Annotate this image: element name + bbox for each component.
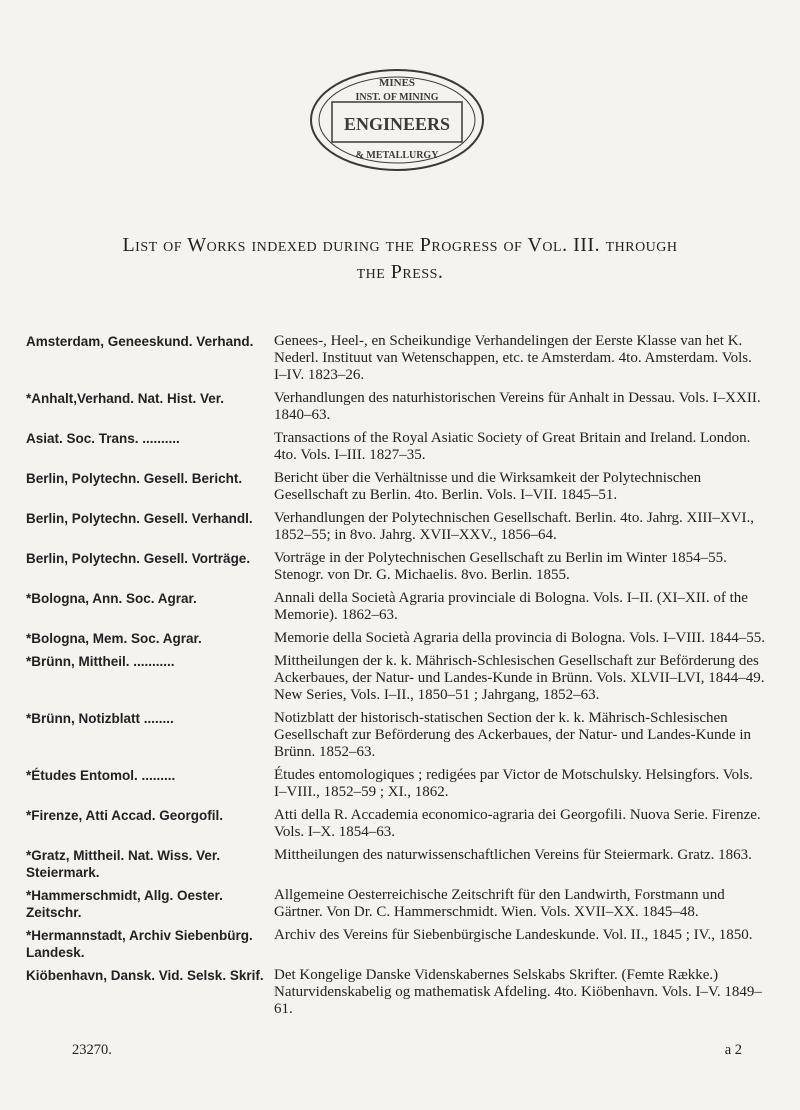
entry-abbreviation: Asiat. Soc. Trans. .......... — [26, 431, 180, 446]
stamp-line-2: INST. OF MINING — [355, 92, 439, 103]
list-item — [26, 653, 766, 704]
entry-description: Mittheilungen des naturwissenschaftlichen Vereins für Steiermark. Gratz. 1863. — [274, 847, 752, 863]
entry-description: Vorträge in der Polytechnischen Gesellschaft zu Berlin im Winter 1854–55. Stenogr. von Dr. G. Michaelis. 8vo. Berlin. 1855. — [274, 550, 727, 583]
list-item — [26, 510, 766, 544]
signature-mark: 23270. — [72, 1042, 112, 1058]
list-item — [26, 807, 766, 841]
entry-description: Archiv des Vereins für Siebenbürgische Landeskunde. Vol. II., 1845 ; IV., 1850. — [274, 927, 753, 943]
entry-abbreviation: *Études Entomol. ......... — [26, 768, 176, 783]
page-footer — [72, 1042, 742, 1062]
entry-description: Verhandlungen der Polytechnischen Gesellschaft. Berlin. 4to. Jahrg. XIII–XVI., 1852–55; in 8vo. Jahrg. XVII–XXV., 1856–64. — [274, 510, 755, 543]
list-item — [26, 710, 766, 761]
entry-abbreviation: Berlin, Polytechn. Gesell. Verhandl. — [26, 511, 253, 526]
list-item — [26, 630, 766, 647]
entry-description: Mittheilungen der k. k. Mährisch-Schlesischen Gesellschaft zur Beförderung des Ackerbaues, der Natur- und Landes-Kunde in Brünn. Vols. XLVII–LVI, 1844–49. New Series, Vols. I–II., 1850–51 ; Jahrgang, 1852–63. — [274, 653, 765, 703]
entry-abbreviation: *Bologna, Mem. Soc. Agrar. — [26, 631, 202, 646]
list-item — [26, 333, 766, 384]
sheet-mark: a 2 — [724, 1042, 742, 1058]
list-item — [26, 967, 766, 1018]
stamp-line-3: ENGINEERS — [343, 114, 451, 134]
page-heading — [24, 232, 776, 286]
library-stamp — [302, 62, 492, 182]
list-item — [26, 590, 766, 624]
entry-description: Transactions of the Royal Asiatic Society of Great Britain and Ireland. London. 4to. Vols. I–III. 1827–35. — [274, 430, 751, 463]
stamp-line-4: & METALLURGY — [355, 150, 439, 161]
entry-description: Verhandlungen des naturhistorischen Vereins für Anhalt in Dessau. Vols. I–XXII. 1840–63. — [274, 390, 761, 423]
entry-description: Études entomologiques ; redigées par Victor de Motschulsky. Helsingfors. Vols. I–VIII., 1852–59 ; XI., 1862. — [274, 767, 753, 800]
list-item — [26, 927, 766, 961]
list-item — [26, 430, 766, 464]
list-item — [26, 390, 766, 424]
entry-abbreviation: Kiöbenhavn, Dansk. Vid. Selsk. Skrif. — [26, 968, 264, 983]
stamp-icon — [302, 62, 492, 182]
list-item — [26, 767, 766, 801]
entry-abbreviation: *Hammerschmidt, Allg. Oester. Zeitschr. — [26, 888, 223, 920]
entry-description: Genees-, Heel-, en Scheikundige Verhandelingen der Eerste Klasse van het K. Nederl. Instituut van Wetenschappen, etc. te Amsterdam. 4to. Amsterdam. Vols. I–IV. 1823–26. — [274, 333, 752, 383]
entry-description: Notizblatt der historisch-statischen Section der k. k. Mährisch-Schlesischen Gesellschaft zur Beförderung des Ackerbaues, der Natur- und Landes-Kunde in Brünn. 1852–63. — [274, 710, 752, 760]
entry-abbreviation: Berlin, Polytechn. Gesell. Vorträge. — [26, 551, 251, 566]
entry-abbreviation: *Bologna, Ann. Soc. Agrar. — [26, 591, 197, 606]
stamp-line-1: MINES — [378, 77, 416, 89]
entry-abbreviation: Amsterdam, Geneeskund. Verhand. — [26, 334, 254, 349]
entry-description: Annali della Società Agraria provinciale di Bologna. Vols. I–II. (XI–XII. of the Memorie). 1862–63. — [274, 590, 748, 623]
entry-description: Bericht über die Verhältnisse und die Wirksamkeit der Polytechnischen Gesellschaft zu Berlin. 4to. Berlin. Vols. I–VII. 1845–51. — [274, 470, 702, 503]
heading-line-2: the Press. — [356, 261, 444, 283]
list-item — [26, 847, 766, 881]
works-list — [26, 333, 766, 1024]
heading-line-1: List of Works indexed during the Progress of Vol. III. through — [122, 234, 678, 256]
entry-abbreviation: *Brünn, Notizblatt ........ — [26, 711, 174, 726]
entry-description: Allgemeine Oesterreichische Zeitschrift für den Landwirth, Forstmann und Gärtner. Von Dr. C. Hammerschmidt. Wien. Vols. XVII–XX. 1845–48. — [274, 887, 725, 920]
entry-description: Atti della R. Accademia economico-agraria dei Georgofili. Nuova Serie. Firenze. Vols. I–X. 1854–63. — [274, 807, 761, 840]
list-item — [26, 470, 766, 504]
entry-abbreviation: *Gratz, Mittheil. Nat. Wiss. Ver. Steiermark. — [26, 848, 221, 880]
entry-abbreviation: Berlin, Polytechn. Gesell. Bericht. — [26, 471, 243, 486]
list-item — [26, 887, 766, 921]
list-item — [26, 550, 766, 584]
entry-abbreviation: *Firenze, Atti Accad. Georgofil. — [26, 808, 224, 823]
entry-description: Det Kongelige Danske Videnskabernes Selskabs Skrifter. (Femte Række.) Naturvidenskabelig og mathematisk Afdeling. 4to. Kiöbenhavn. Vols. I–V. 1849–61. — [274, 967, 762, 1017]
entry-abbreviation: *Hermannstadt, Archiv Siebenbürg. Landesk. — [26, 928, 253, 960]
entry-abbreviation: *Anhalt,Verhand. Nat. Hist. Ver. — [26, 391, 225, 406]
entry-abbreviation: *Brünn, Mittheil. ........... — [26, 654, 175, 669]
entry-description: Memorie della Società Agraria della provincia di Bologna. Vols. I–VIII. 1844–55. — [274, 630, 766, 646]
